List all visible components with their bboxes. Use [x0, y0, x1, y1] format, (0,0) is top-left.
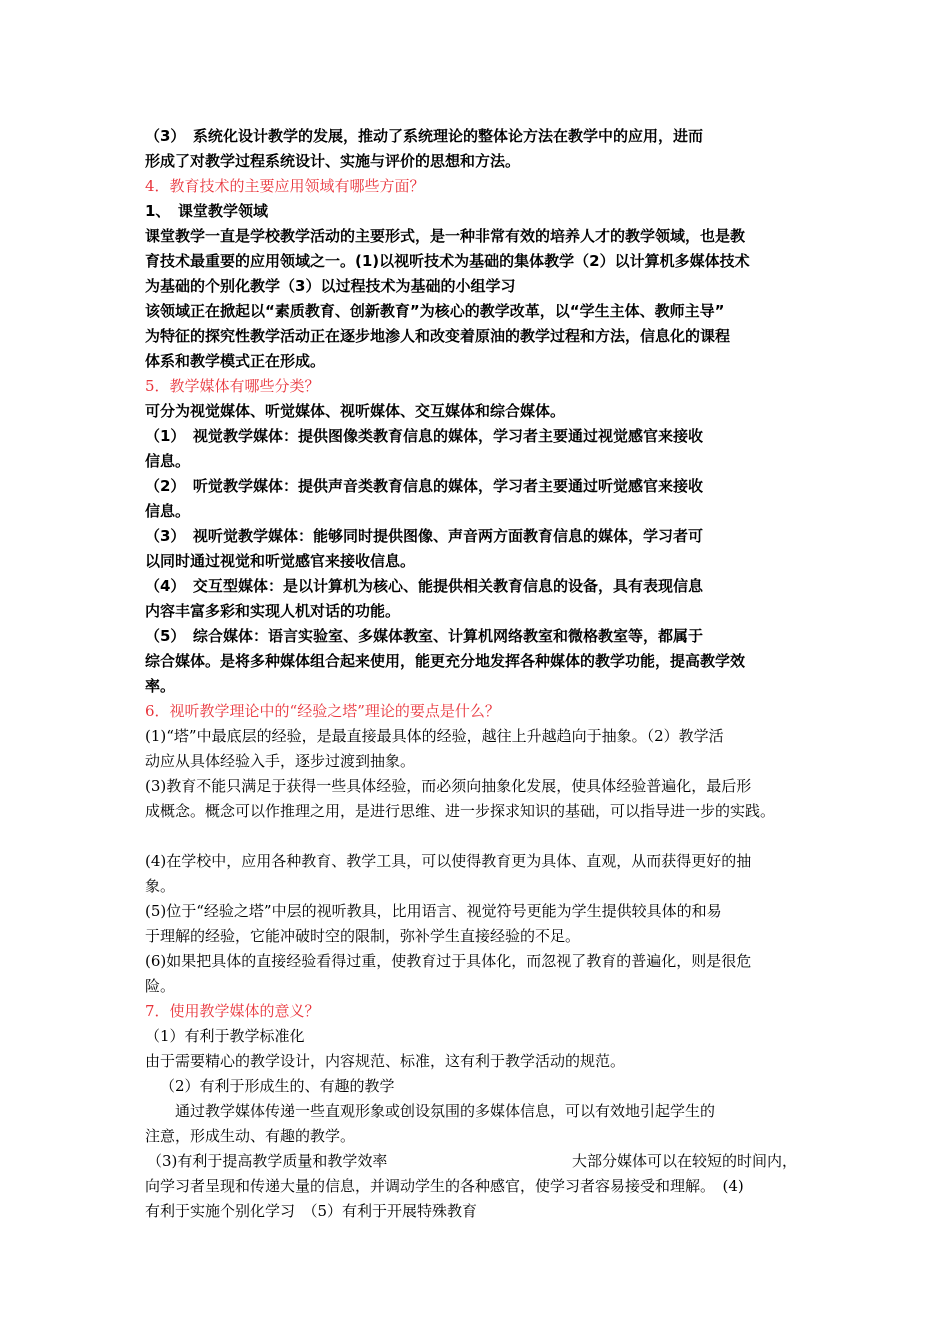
paragraph-line: （3)有利于提高教学质量和教学效率 [147, 1152, 388, 1170]
paragraph-line: 形成了对教学过程系统设计、实施与评价的思想和方法。 [145, 152, 521, 170]
question-heading-5: 5．教学媒体有哪些分类？ [145, 377, 320, 395]
paragraph-line: 成概念。概念可以作推理之用，是进行思维、进一步探求知识的基础，可以指导进一步的实践。 [145, 802, 776, 820]
question-heading-4: 4．教育技术的主要应用领域有哪些方面？ [145, 177, 425, 195]
paragraph-line: （2） 听觉教学媒体：提供声音类教育信息的媒体，学习者主要通过听觉感官来接收 [145, 477, 703, 495]
paragraph-line: 可分为视觉媒体、听觉媒体、视听媒体、交互媒体和综合媒体。 [145, 402, 566, 420]
paragraph-line: （1）有利于教学标准化 [145, 1027, 305, 1045]
paragraph-line: 象。 [145, 877, 176, 895]
paragraph-line: 注意，形成生动、有趣的教学。 [145, 1127, 356, 1145]
paragraph-line: 大部分媒体可以在较短的时间内， [572, 1152, 798, 1170]
paragraph-line: (3)教育不能只满足于获得一些具体经验，而必须向抽象化发展，使具体经验普遍化，最后形 [145, 777, 752, 795]
paragraph-line: 由于需要精心的教学设计，内容规范、标准，这有利于教学活动的规范。 [145, 1052, 626, 1070]
paragraph-line: 动应从具体经验入手，逐步过渡到抽象。 [145, 752, 416, 770]
paragraph-line: 综合媒体。是将多种媒体组合起来使用，能更充分地发挥各种媒体的教学功能，提高教学效 [145, 652, 746, 670]
paragraph-line: (5)位于“经验之塔”中层的视听教具，比用语言、视觉符号更能为学生提供较具体的和易 [145, 902, 722, 920]
paragraph-line: 课堂教学一直是学校教学活动的主要形式，是一种非常有效的培养人才的教学领域，也是教 [145, 227, 746, 245]
paragraph-line: 育技术最重要的应用领域之一。(1)以视听技术为基础的集体教学（2）以计算机多媒体技术 [145, 252, 750, 270]
paragraph-line: （4） 交互型媒体：是以计算机为核心、能提供相关教育信息的设备，具有表现信息 [145, 577, 703, 595]
paragraph-line: 信息。 [145, 452, 191, 470]
paragraph-line: 以同时通过视觉和听觉感官来接收信息。 [145, 552, 416, 570]
paragraph-line: （3） 视听觉教学媒体：能够同时提供图像、声音两方面教育信息的媒体，学习者可 [145, 527, 703, 545]
paragraph-line: (6)如果把具体的直接经验看得过重，使教育过于具体化，而忽视了教育的普遍化，则是很危 [145, 952, 752, 970]
paragraph-line: 险。 [145, 977, 176, 995]
section-heading: 1、 课堂教学领域 [145, 202, 268, 220]
paragraph-line: 为特征的探究性教学活动正在逐步地渗人和改变着原油的教学过程和方法，信息化的课程 [145, 327, 731, 345]
paragraph-line: 率。 [145, 677, 176, 695]
paragraph-line: （5） 综合媒体：语言实验室、多媒体教室、计算机网络教室和微格教室等，都属于 [145, 627, 703, 645]
question-heading-6: 6．视听教学理论中的“经验之塔”理论的要点是什么？ [145, 702, 500, 720]
paragraph-line: (4)在学校中，应用各种教育、教学工具，可以使得教育更为具体、直观，从而获得更好的抽 [145, 852, 752, 870]
paragraph-line: (1)“塔”中最底层的经验，是最直接最具体的经验，越往上升越趋向于抽象。（2）教学活 [145, 727, 724, 745]
paragraph-line: 体系和教学模式正在形成。 [145, 352, 326, 370]
paragraph-line: 为基础的个别化教学（3）以过程技术为基础的小组学习 [145, 277, 516, 295]
paragraph-line: 内容丰富多彩和实现人机对话的功能。 [145, 602, 401, 620]
paragraph-line: （2）有利于形成生的、有趣的教学 [160, 1077, 395, 1095]
paragraph-line: 有利于实施个别化学习 （5）有利于开展特殊教育 [145, 1202, 478, 1220]
question-heading-7: 7．使用教学媒体的意义？ [145, 1002, 320, 1020]
paragraph-line: （1） 视觉教学媒体：提供图像类教育信息的媒体，学习者主要通过视觉感官来接收 [145, 427, 703, 445]
paragraph-line: （3） 系统化设计教学的发展，推动了系统理论的整体论方法在教学中的应用，进而 [145, 127, 703, 145]
paragraph-line: 信息。 [145, 502, 191, 520]
paragraph-line: 于理解的经验，它能冲破时空的限制，弥补学生直接经验的不足。 [145, 927, 581, 945]
paragraph-line: 该领域正在掀起以“素质教育、创新教育”为核心的教学改革，以“学生主体、教师主导” [145, 302, 725, 320]
paragraph-line: 通过教学媒体传递一些直观形象或创设氛围的多媒体信息，可以有效地引起学生的 [175, 1102, 716, 1120]
paragraph-line: 向学习者呈现和传递大量的信息，并调动学生的各种感官，使学习者容易接受和理解。 (4) [145, 1177, 744, 1195]
